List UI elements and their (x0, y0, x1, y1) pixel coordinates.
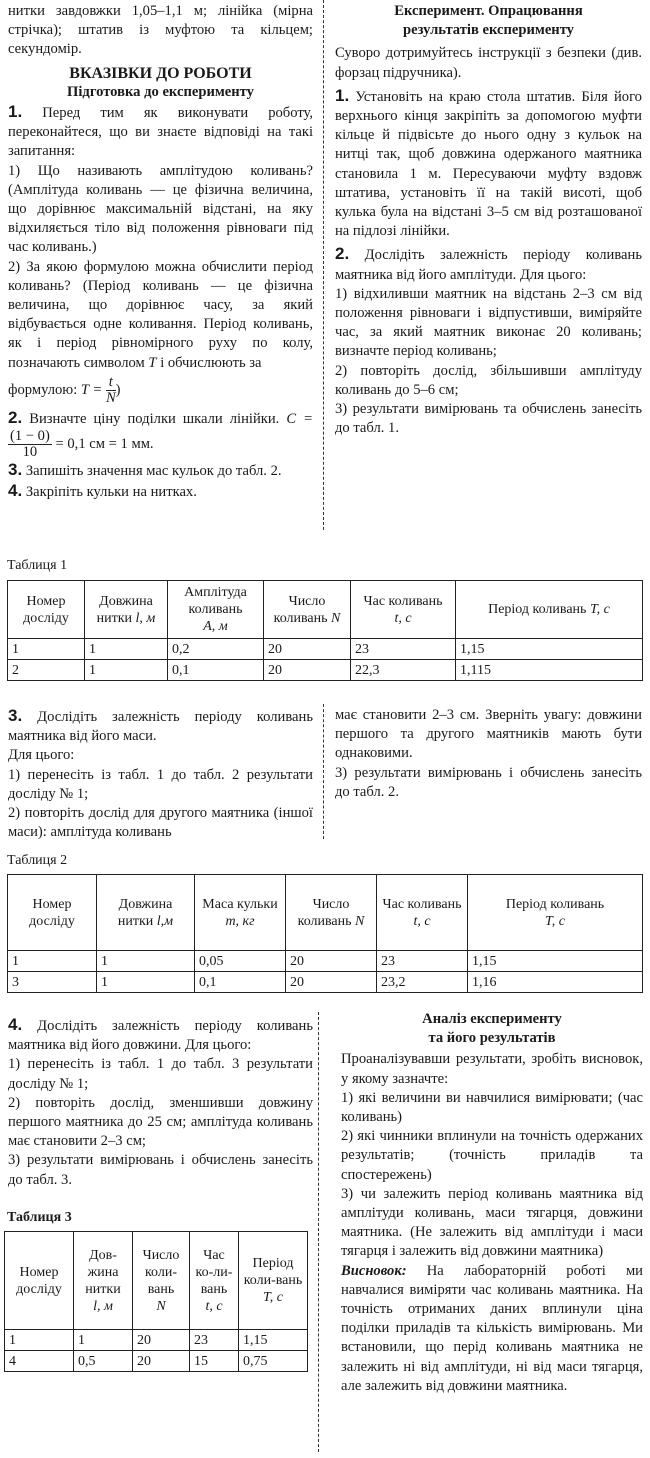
table-cell: 1 (8, 951, 97, 972)
formula-close: ) (115, 381, 121, 398)
table-cell: 20 (264, 639, 351, 660)
column-header: Амплітуда коливань A, м (168, 581, 264, 639)
column-header: Число коливань N (286, 875, 377, 951)
prep-step-2 (8, 408, 313, 460)
table-cell: 1 (97, 951, 195, 972)
column-header: Період коливань T, с (456, 581, 643, 639)
table-1-caption: Таблиця 1 (7, 558, 68, 573)
table-cell: 20 (286, 972, 377, 993)
column-divider (318, 1012, 319, 1452)
step-4 (8, 1015, 313, 1055)
column-header: Період коливань T, с (468, 875, 643, 951)
preparation-subheading: Підготовка до експерименту (67, 83, 254, 100)
experiment-step-2c: 3) результати вимірювань та обчислень занесіть до табл. 1. (335, 401, 642, 437)
table-cell: 23 (351, 639, 456, 660)
step-number: 1. (8, 102, 23, 122)
step-3b: 2) повторіть дослід для другого маятника (іншої маси): амплітуда коливань (8, 805, 313, 841)
prep-step-4-text: Закріпіть кульки на нитках. (25, 484, 197, 501)
step-3c: 3) результати вимірювань і обчислень занесіть до табл. 2. (335, 764, 642, 800)
table-cell: 1,15 (456, 639, 643, 660)
question-1: 1) Що називають амплітудою коливань? (Амплітуда коливань — це фізична величина, що дорівнює максимальній відстані, на яку відхиляється тіло від положення рівноваги під час коливань.) (8, 162, 313, 256)
table-cell: 1 (85, 660, 168, 681)
formula-denominator: N (105, 389, 116, 406)
column-header: Довжина нитки l, м (85, 581, 168, 639)
analysis-item-2: 2) які чинники вплинули на точність одержаних результатів; (точність приладів та спостережень) (341, 1128, 643, 1183)
right-top-column (335, 2, 642, 438)
prep-step-1 (8, 102, 313, 162)
table-2-caption: Таблиця 2 (7, 853, 68, 868)
experiment-step-2 (335, 244, 642, 284)
formula-lhs: T = (80, 381, 103, 398)
table-cell: 0,2 (168, 639, 264, 660)
column-header: Число коли-вань N (133, 1232, 190, 1330)
table-cell: 0,75 (239, 1351, 308, 1372)
step-3-text: Дослідіть залежність періоду коливань маятника від його маси. (8, 709, 313, 745)
column-header: Час ко-ли-вань t, с (190, 1232, 239, 1330)
table-cell: 0,05 (195, 951, 286, 972)
conclusion (341, 1262, 643, 1396)
table-cell: 1,16 (468, 972, 643, 993)
table-cell: 1 (74, 1330, 133, 1351)
step-3a: 1) перенесіть із табл. 1 до табл. 2 результати досліду № 1; (8, 766, 313, 802)
table-cell: 0,5 (74, 1351, 133, 1372)
formula-prefix: формулою: (8, 381, 78, 398)
table-header-row (8, 875, 643, 951)
table-cell: 1 (85, 639, 168, 660)
table-cell: 1,15 (239, 1330, 308, 1351)
column-header: Дов-жина нитки l, м (74, 1232, 133, 1330)
table-cell: 23,2 (377, 972, 468, 993)
instructions-heading: ВКАЗІВКИ ДО РОБОТИ (69, 64, 252, 82)
table-cell: 3 (8, 972, 97, 993)
step-4b: 2) повторіть дослід, зменшивши довжину першого маятника до 25 см; амплітуда коливань має становити 2–3 см; (8, 1094, 313, 1150)
conclusion-label: Висновок: (341, 1262, 407, 1279)
period-formula (8, 375, 313, 406)
analysis-column (341, 1010, 643, 1396)
step-4-column (8, 1015, 313, 1190)
experiment-step-1 (335, 86, 642, 242)
table-cell: 1,15 (468, 951, 643, 972)
table-row (8, 951, 643, 972)
question-2-text: 2) За якою формулою можна обчислити період коливань? (Період коливань — це фізична величина, що дорівнює часу, за який відбувається одне коливання. Період коливань, як і період рівномірного руху по колу, позначають символом (8, 258, 313, 371)
table-header-row (8, 581, 643, 639)
division-numerator: (1 − 0) (10, 428, 50, 445)
step-4a: 1) перенесіть із табл. 1 до табл. 3 результати досліду № 1; (8, 1056, 313, 1092)
column-header: Номер дослідy (8, 581, 85, 639)
table-cell: 0,1 (168, 660, 264, 681)
step-number: 4. (8, 1015, 23, 1034)
materials-text: нитки завдовжки 1,05–1,1 м; лінійка (мірна стрічка); штатив із муфтою та кільцем; секундомір. (8, 3, 313, 58)
step-3b-continued: має становити 2–3 см. Зверніть увагу: довжини першого та другого маятників мають бути однаковими. (335, 707, 642, 762)
question-2 (8, 258, 313, 373)
table-cell: 22,3 (351, 660, 456, 681)
prep-step-2-text: Визначте ціну поділки шкали лінійки. (29, 410, 280, 427)
table-header-row (5, 1232, 308, 1330)
table-row (5, 1351, 308, 1372)
table-cell: 4 (5, 1351, 74, 1372)
formula-fraction (106, 375, 116, 406)
table-cell: 20 (286, 951, 377, 972)
period-symbol: T (148, 354, 157, 371)
step-4-text: Дослідіть залежність періоду коливань маятника від його довжини. Для цього: (8, 1018, 313, 1054)
experiment-heading-2: результатів експерименту (403, 22, 574, 39)
table-cell: 20 (133, 1330, 190, 1351)
step-number: 2. (335, 244, 350, 264)
step-number: 3. (8, 706, 23, 725)
step-3-left-column (8, 706, 313, 842)
table-cell: 1 (5, 1330, 74, 1351)
division-fraction (8, 429, 52, 460)
table-cell: 1,115 (456, 660, 643, 681)
column-header: Період коли-вань T, с (239, 1232, 308, 1330)
table-cell: 1 (8, 639, 85, 660)
division-denominator: 10 (22, 444, 38, 461)
analysis-heading-1: Аналіз експерименту (422, 1011, 562, 1027)
step-3-for-this: Для цього: (8, 747, 75, 764)
analysis-item-1: 1) які величини ви навчилися вимірювати; (час коливань) (341, 1089, 643, 1126)
table-cell: 2 (8, 660, 85, 681)
table-row (8, 972, 643, 993)
experiment-step-2a: 1) відхиливши маятник на відстань 2–3 см від положення рівноваги і відпустивши, виміряйте час, за який маятник виконає 20 коливань; визначте період коливань; (335, 285, 642, 360)
table-row (8, 660, 643, 681)
step-number: 1. (335, 85, 350, 105)
division-formula-lhs: C = (286, 410, 313, 427)
table-cell: 23 (190, 1330, 239, 1351)
step-number: 2. (8, 407, 23, 427)
column-header: Номер досліду (5, 1232, 74, 1330)
column-divider (323, 704, 324, 839)
column-header: Маса кульки m, кг (195, 875, 286, 951)
division-result: = 0,1 см = 1 мм. (55, 435, 154, 452)
step-3 (8, 706, 313, 746)
analysis-heading-2: та його результатів (428, 1030, 556, 1047)
experiment-step-1-text: Установіть на краю стола штатив. Біля його верхнього кінця закріпіть за допомогою муфти кільце й підвісьте до нього одну з кульок на нитці так, щоб довжина одержаного маятника становила 1 м. Пересуваючи муфту вздовж штатива, установіть її на такій висоті, щоб кулька була на відстані 3–5 см від розташованої на підлозі лінійки. (335, 88, 642, 240)
prep-step-3 (8, 460, 313, 481)
step-number: 3. (8, 460, 23, 480)
table-3-caption: Таблиця 3 (7, 1210, 72, 1225)
table-1 (7, 580, 643, 681)
left-top-column (8, 2, 313, 502)
conclusion-text: На лабораторній роботі ми навчалися виміряти час коливань маятника. На точність отриманих даних вплинули ціна поділки приладів та кількість вимірювань. Ми встановили, що перід коливань маятника не залежить ні від амплітуди, ні від маси тягарця, але залежить від довжини маятника. (341, 1262, 643, 1394)
table-row (5, 1330, 308, 1351)
column-header: Число коливань N (264, 581, 351, 639)
table-cell: 15 (190, 1351, 239, 1372)
column-header: Довжина нитки l,м (97, 875, 195, 951)
table-cell: 20 (264, 660, 351, 681)
table-cell: 1 (97, 972, 195, 993)
column-header: Номер досліду (8, 875, 97, 951)
analysis-intro: Проаналізувавши результати, зробіть висновок, у якому зазначте: (341, 1051, 643, 1087)
step-4c: 3) результати вимірювань і обчислень занесіть до табл. 3. (8, 1152, 313, 1188)
prep-step-4 (8, 481, 313, 502)
table-row (8, 639, 643, 660)
table-cell: 20 (133, 1351, 190, 1372)
experiment-step-2-text: Дослідіть залежність періоду коливань маятника від його амплітуди. Для цього: (335, 247, 642, 283)
safety-note: Суворо дотримуйтесь інструкції з безпеки (див. форзац підручника). (335, 45, 642, 81)
table-3 (4, 1231, 308, 1372)
table-2 (7, 874, 643, 993)
prep-step-1-text: Перед тим як виконувати роботу, переконайтеся, що ви знаєте відповіді на такі запитання: (8, 105, 314, 160)
step-number: 4. (8, 481, 23, 501)
formula-numerator: t (106, 375, 116, 391)
column-divider (323, 0, 324, 530)
experiment-step-2b: 2) повторіть дослід, збільшивши амплітуду коливань до 5–6 см; (335, 362, 642, 398)
column-header: Час коливань t, с (351, 581, 456, 639)
table-cell: 23 (377, 951, 468, 972)
analysis-item-3: 3) чи залежить період коливань маятника від амплітуди коливань, маси тягарця, довжини маятника. (Не залежить від амплітуди і маси тягарця і залежить від довжини маятника) (341, 1185, 643, 1260)
experiment-heading-1: Експеримент. Опрацювання (394, 3, 583, 19)
question-2-tail: і обчислюють за (160, 354, 262, 371)
step-3-right-column (335, 706, 642, 802)
table-cell: 0,1 (195, 972, 286, 993)
prep-step-3-text: Запишіть значення мас кульок до табл. 2. (25, 463, 282, 480)
column-header: Час коливань t, с (377, 875, 468, 951)
